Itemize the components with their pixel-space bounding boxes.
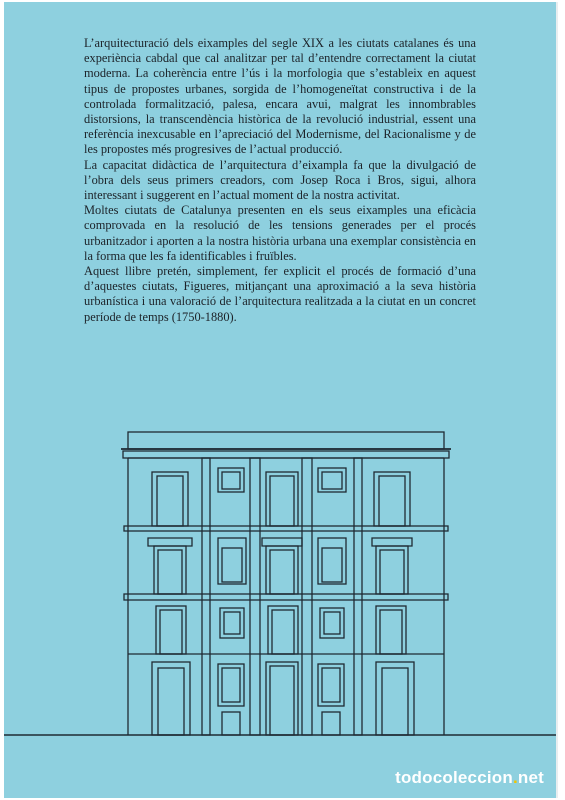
blurb-paragraph-3: Moltes ciutats de Catalunya presenten en els seus eixamples una eficàcia comprovada en la resolució de les tensions generades per el procés urbanitzador i aporten a la nostra història urbana una exemplar consistència en la forma que les fa identificables i fruïbles.: [84, 203, 476, 263]
parapet: [128, 432, 444, 449]
building-facade-drawing: [4, 2, 556, 798]
watermark-logo: [395, 768, 544, 788]
back-cover: [4, 2, 556, 798]
band-floor-1: [124, 594, 448, 600]
cornice: [123, 451, 449, 458]
watermark-suffix: net: [517, 768, 544, 787]
band-floor-2: [124, 526, 448, 531]
second-floor-windows: [148, 538, 412, 594]
watermark-prefix: todocoleccion: [395, 768, 513, 787]
top-floor-windows: [152, 468, 410, 526]
first-floor-windows: [156, 606, 406, 654]
watermark-dot: .: [512, 768, 518, 787]
ground-floor-openings: [152, 662, 414, 735]
blurb-paragraph-4: Aquest llibre pretén, simplement, fer explicit el procés de formació d’una d’aquestes ciutats, Figueres, mitjançant una aproximació a la seva història urbanística i una valoració de l’arquitectura realitzada a la ciutat en un concret període de temps (1750-1880).: [84, 264, 476, 324]
blurb-paragraph-2: La capacitat didàctica de l’arquitectura d’eixampla fa que la divulgació de l’obra dels seus primers creadors, com Josep Roca i Bros, sigui, alhora interessant i suggerent en l’actual moment de la nostra activitat.: [84, 157, 476, 203]
pilasters: [202, 458, 362, 735]
blurb-paragraph-1: L’arquitecturació dels eixamples del segle XIX a les ciutats catalanes és una experiència cabdal que cal analitzar per tal d’entendre correctament la ciutat moderna. La coherència entre l’ús i la morfologia que s’estableix en aquest tipus de propostes urbanes, sorgida de l’homogeneïtat constructiva i de la controlada formalització, palesa, encara avui, malgrat les innombrables distorsions, la transcendència històrica de la revolució industrial, essent una referència inexcusable en l’apreciació del Modernisme, del Racionalisme y de les propostes més progresives de l’actual producció.: [84, 36, 476, 157]
